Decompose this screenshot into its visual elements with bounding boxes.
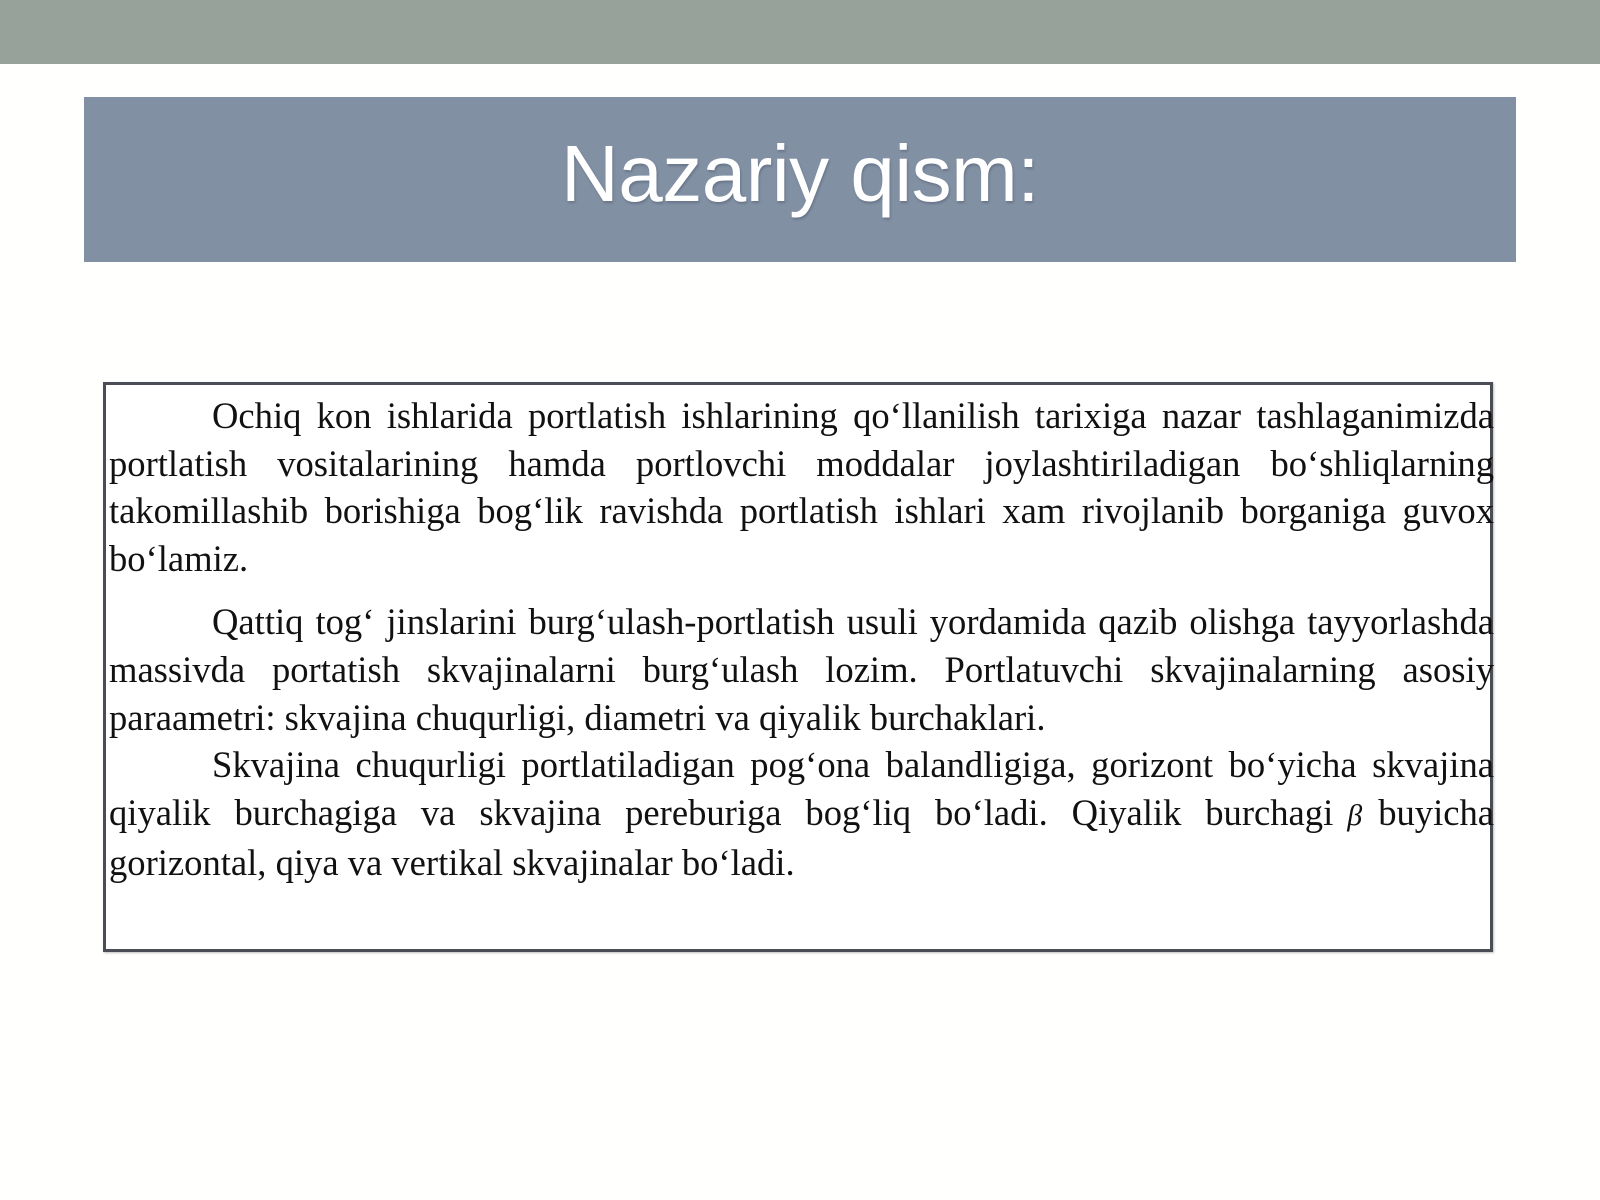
paragraph-2: Qattiq tog‘ jinslarini burg‘ulash-portlatish usuli yordamida qazib olishga tayyorlashda massivda portatish skvajinalarni burg‘ulash lozim. Portlatuvchi skvajinalarning asosiy paraametri: skvajina chuqurligi, diametri va qiyalik burchaklari. bbox=[109, 601, 1494, 738]
slide-title: Nazariy qism: bbox=[560, 128, 1040, 218]
content-text bbox=[109, 392, 1494, 887]
paragraph-3-start: Skvajina chuqurligi portlatiladigan pog‘ona balandligiga, gorizont bo‘yicha skvajina qiyalik burchagiga va skvajina pereburiga bog‘liq bo‘ladi. Qiyalik burchagi bbox=[109, 744, 1494, 833]
title-banner bbox=[84, 97, 1516, 262]
top-accent-bar bbox=[0, 0, 1600, 64]
paragraph-3-end: buyicha gorizontal, qiya va vertikal skvajinalar bo‘ladi. bbox=[109, 791, 1494, 884]
beta-symbol: β bbox=[1347, 798, 1363, 832]
paragraph-3 bbox=[109, 741, 1494, 887]
content-text-box bbox=[103, 382, 1493, 952]
paragraph-1: Ochiq kon ishlarida portlatish ishlarining qo‘llanilish tarixiga nazar tashlaganimizda portlatish vositalarining hamda portlovchi moddalar joylashtiriladigan bo‘shliqlarning takomillashib borishiga bog‘lik ravishda portlatish ishlari xam rivojlanib borganiga guvox bo‘lamiz. bbox=[109, 395, 1494, 579]
